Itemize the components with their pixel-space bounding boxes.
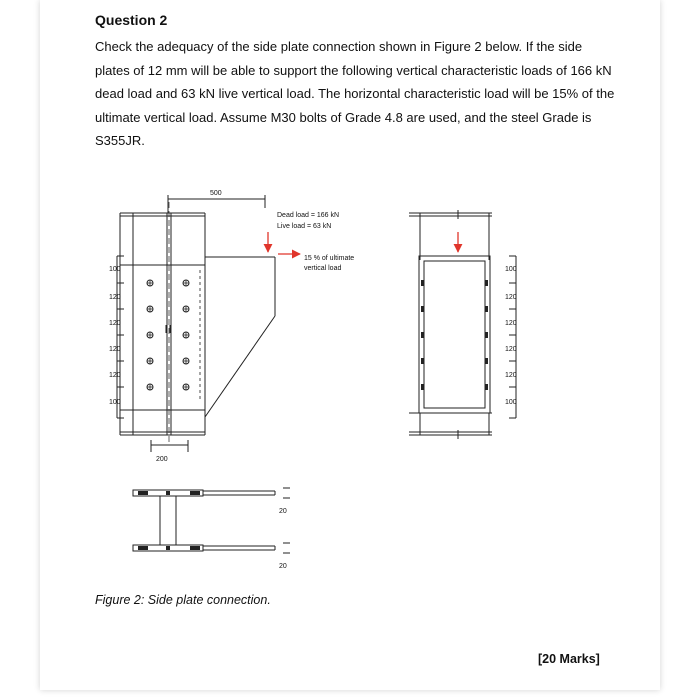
right-dim-4: 120 [505,346,517,353]
live-load-label: Live load = 63 kN [277,223,332,230]
plan-view [133,488,290,553]
horizontal-load-label-2: vertical load [304,265,342,272]
right-elevation [409,210,516,439]
horizontal-load-label-1: 15 % of ultimate [304,255,355,262]
right-dim-1: 100 [505,266,517,273]
left-elevation [117,195,275,452]
bottom-dim-label: 200 [156,456,168,463]
right-dim-3: 120 [505,320,517,327]
right-dim-2: 120 [505,294,517,301]
plan-dim-top: 20 [279,508,287,515]
figure-caption: Figure 2: Side plate connection. [95,593,271,607]
right-dim-5: 120 [505,372,517,379]
question-text: Check the adequacy of the side plate connection shown in Figure 2 below. If the side plates of 12 mm will be able to support the following vertical characteristic loads of 166 kN dead load and 63 kN live vertical load. The horizontal characteristic load will be 15% of the ultimate vertical load. Assume M30 bolts of Grade 4.8 are used, and the steel Grade is S355JR. [95,39,615,148]
left-dim-6: 100 [109,399,121,406]
left-dim-1: 100 [109,266,121,273]
dead-load-label: Dead load = 166 kN [277,212,340,219]
marks-label: [20 Marks] [538,652,600,666]
width-dim-label: 500 [210,190,222,197]
left-dim-4: 120 [109,346,121,353]
question-title: Question 2 [95,12,168,28]
left-dim-2: 120 [109,294,121,301]
left-dim-3: 120 [109,320,121,327]
bolt-group [147,280,189,390]
right-dim-6: 100 [505,399,517,406]
plan-dim-bottom: 20 [279,563,287,570]
left-dim-5: 120 [109,372,121,379]
